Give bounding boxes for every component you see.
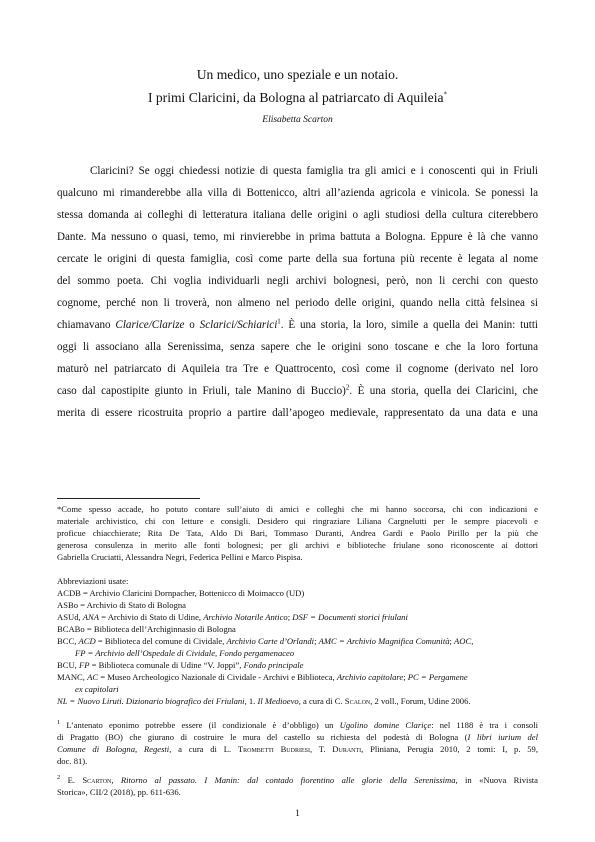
body-line: maturò nel patriarcato di Aquileia tra Tre e Quattrocento, così come il cognome (derivato nel loro <box>57 363 538 375</box>
footnote-text: L’antenato eponimo potrebbe essere (il condizionale è d’obbligo) un <box>60 720 340 730</box>
body-italic-name: Clarice/Clarize <box>115 319 185 331</box>
footnote-text: , T. <box>309 744 333 754</box>
footnote-text: , a cura di L. <box>169 744 238 754</box>
body-text: chiamavano <box>57 319 116 331</box>
abbr-text: , 2 voll., Forum, Udine 2006. <box>370 696 471 706</box>
body-text: . È una storia, quella dei Claricini, che <box>349 385 539 397</box>
abbreviation-item: ACDB = Archivio Claricini Dornpacher, Bottenicco di Moimacco (UD) <box>57 588 305 598</box>
abbr-italic: FP <box>78 660 90 670</box>
footnote-1-line <box>57 744 538 756</box>
body-line: cognome, perché non li troverà, non almeno nel periodo delle origini, quando nella città felsinea si <box>57 297 538 309</box>
body-line <box>57 318 538 332</box>
body-line <box>57 384 538 398</box>
footnote-ref-1[interactable]: 1 <box>277 317 281 326</box>
footnote-separator <box>57 498 200 499</box>
abbr-italic: AMC = Archivio Magnifica Comunità <box>318 636 450 646</box>
body-line: del sommo poeta. Chi voglia individuarli negli archivi bolognesi, però, non li cerchi con questo <box>57 275 538 287</box>
abbr-text: = Museo Archeologico Nazionale di Cividale - Archivi e Biblioteca, <box>98 672 337 682</box>
abbr-italic: AC <box>87 672 99 682</box>
abbreviation-item <box>57 696 538 708</box>
abbr-smallcaps: Scalon <box>344 696 371 706</box>
title-line-1: Un medico, uno speziale e un notaio. <box>196 67 399 82</box>
acknowledgement-note: proficue chiacchierate; Rita De Tata, Aldo Di Bari, Tommaso Duranti, Andrea Gardi e Paolo Pirillo per la più che <box>57 528 538 538</box>
abbr-text: ASUd, <box>57 612 83 622</box>
abbr-text: ; <box>449 636 455 646</box>
acknowledgement-note: Gabriella Cruciatti, Alessandra Negri, Federica Pellini e Marco Pispisa. <box>57 552 303 562</box>
body-line: cercate le origini di questa famiglia, così come parte della sua fortuna più recente è legata al nome <box>57 253 538 265</box>
footnote-1 <box>57 720 538 732</box>
footnote-italic: Comune di Bologna, Regesti <box>57 744 170 754</box>
footnote-2-line: Storica», CII/2 (2018), pp. 611-636. <box>57 787 181 797</box>
abbr-italic: Fondo principale <box>243 660 304 670</box>
footnote-italic: Ritorno al passato. I Manin: dal contado fiorentino alle glorie della Serenissima <box>120 775 456 785</box>
footnote-number: 2 <box>57 775 61 782</box>
title-footnote-mark: * <box>443 90 448 99</box>
footnote-text: di Pragatto (BO) che giurano di costruire le mura del castello su richiesta del podestà di Bologna ( <box>57 732 468 742</box>
abbr-italic: Archivio Carte d’Orlandi <box>226 636 315 646</box>
footnote-italic: I libri iurium del <box>467 732 538 742</box>
footnote-1-line: doc. 81). <box>57 756 88 766</box>
body-line: Dante. Ma nessuno o quasi, temo, mi rinvierebbe in prima battuta a Bologna. Eppure è là che vanno <box>57 231 538 243</box>
abbreviation-item: ASBo = Archivio di Stato di Bologna <box>57 600 186 610</box>
abbr-italic: AOC, <box>454 636 474 646</box>
abbreviation-item: BCABo = Biblioteca dell’Archiginnasio di Bologna <box>57 624 236 634</box>
abbreviation-item <box>57 636 538 648</box>
abbr-italic: ex capitolari <box>75 684 119 694</box>
body-text: o <box>184 319 200 331</box>
abbr-text: ; <box>314 636 319 646</box>
abbreviation-item <box>57 660 538 672</box>
abbreviation-item-continued <box>75 648 538 660</box>
body-line: stessa domanda ai colleghi di letteratura italiana delle origini o agli studiosi della cultura citerebbero <box>57 209 538 221</box>
abbr-italic: Archivio capitolare <box>336 672 404 682</box>
abbr-text: , a cura di C. <box>298 696 345 706</box>
body-line: oggi li associano alla Serenissima, senza sapere che le origini sono toscane e che la loro fortuna <box>57 341 538 353</box>
author-name: Elisabetta Scarton <box>262 115 333 125</box>
acknowledgement-note: generosa consulenza in merito alle fonti bolognesi; per gli archivi e biblioteche friulane sono riconoscente ai dottori <box>57 540 538 550</box>
abbreviation-item <box>57 612 538 624</box>
abbr-italic: ANA <box>82 612 100 622</box>
body-italic-name: Sclarici/Schiarici <box>199 319 278 331</box>
abbr-italic: Archivio Notarile Antico <box>203 612 288 622</box>
abbr-text: = Biblioteca del comune di Cividale, <box>95 636 227 646</box>
abbr-text: = Biblioteca comunale di Udine “V. Joppi”, <box>89 660 244 670</box>
body-text: . È una storia, la loro, simile a quella dei Manin: tutti <box>280 319 539 331</box>
footnote-text: : nel 1188 è tra i consoli <box>431 720 538 730</box>
footnote-text: E. <box>60 775 83 785</box>
abbr-italic: PC = Pergamene <box>407 672 468 682</box>
page-number: 1 <box>295 809 300 819</box>
abbr-text: , 1. <box>244 696 258 706</box>
abbr-italic: DSF = Documenti storici friulani <box>292 612 408 622</box>
footnote-text: , <box>111 775 121 785</box>
abbr-italic: NL = Nuovo Liruti. Dizionario biografico dei Friulani <box>57 696 245 706</box>
abbreviation-item <box>57 672 538 684</box>
abbr-text: MANC, <box>57 672 88 682</box>
title-line-2 <box>0 88 595 107</box>
abbr-italic: Il Medioevo <box>257 696 299 706</box>
body-line: merita di essere ricostruita proprio a partire dall’apogeo medievale, rappresentato da una data e una <box>57 407 538 419</box>
abbr-text: ; <box>403 672 408 682</box>
acknowledgement-note: *Come spesso accade, ho potuto contare sull’aiuto di amici e colleghi che mi hanno soccorsa, chi con indicazioni e <box>57 504 538 514</box>
footnote-smallcaps: Trombetti Budriesi <box>237 744 310 754</box>
body-text: caso dal capostipite giunto in Friuli, tale Manino di Buccio) <box>57 385 346 397</box>
abbr-italic: FP = Archivio dell’Ospedale di Cividale, Fondo pergamenaceo <box>75 648 295 658</box>
abbr-text: ; <box>287 612 293 622</box>
abbr-text: BCU, <box>57 660 79 670</box>
footnote-1-line <box>57 732 538 744</box>
abbreviation-item-continued <box>75 684 538 696</box>
abbr-text: = Archivio di Stato di Udine, <box>99 612 204 622</box>
abbreviations-heading: Abbreviazioni usate: <box>57 576 129 586</box>
body-line: Claricini? Se oggi chiedessi notizie di questa famiglia tra gli amici e i conoscenti qui in Friuli <box>90 165 538 177</box>
footnote-text: , in «Nuova Rivista <box>455 775 538 785</box>
acknowledgement-note: materiale archivistico, chi con letture e consigli. Desidero qui ringraziare Liliana Cargnelutti per le sempre piacevoli e <box>57 516 538 526</box>
title-line-2-text: I primi Claricini, da Bologna al patriarcato di Aquileia <box>147 90 444 105</box>
abbr-text: BCC, <box>57 636 79 646</box>
footnote-smallcaps: Scarton <box>82 775 112 785</box>
footnote-text: , Pliniana, Perugia 2010, 2 tomi: I, p. 59, <box>361 744 538 754</box>
footnote-ref-2[interactable]: 2 <box>345 383 350 392</box>
abbr-italic: ACD <box>78 636 96 646</box>
body-line: qualcuno mi rimanderebbe alla villa di Bottenicco, altri all’azienda agricola e vinicola. Se ponessi la <box>57 187 538 199</box>
footnote-smallcaps: Duranti <box>332 744 362 754</box>
footnote-number: 1 <box>57 720 61 727</box>
footnote-italic: Ugolino domine Clariçe <box>339 720 432 730</box>
footnote-2 <box>57 775 538 787</box>
